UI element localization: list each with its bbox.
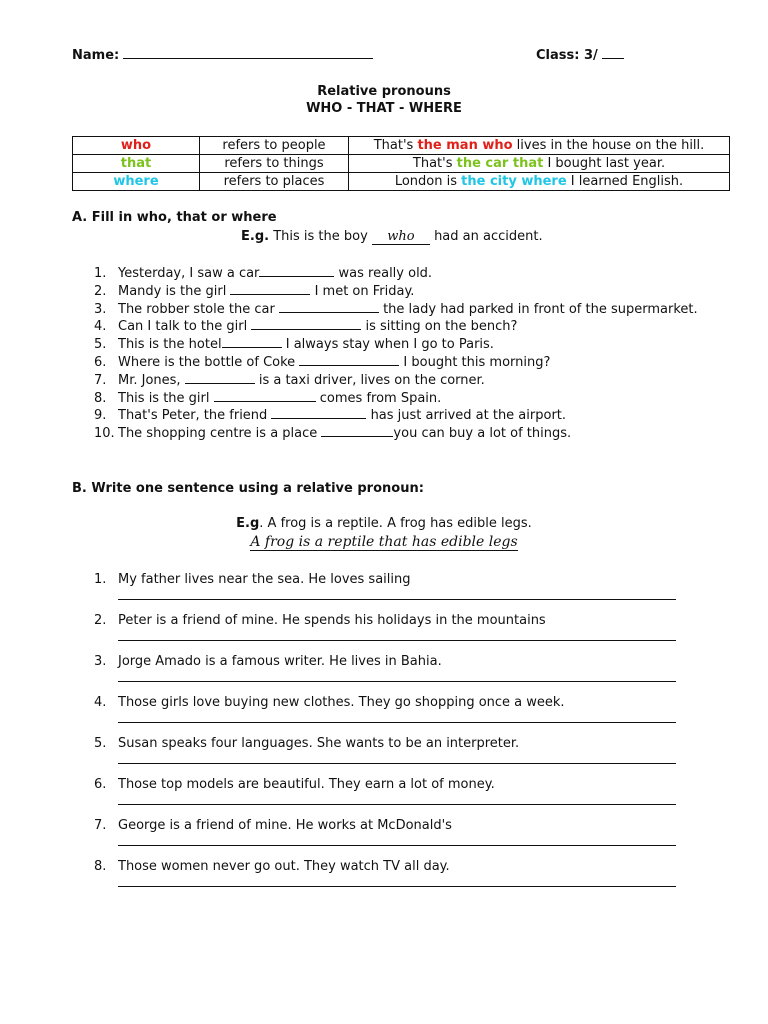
answer-blank[interactable]: [185, 372, 255, 384]
item-number: 8.: [94, 859, 107, 874]
item-text: I always stay when I go to Paris.: [281, 337, 494, 353]
answer-blank[interactable]: [222, 336, 282, 348]
item-text: was really old.: [334, 266, 433, 281]
list-item: [94, 613, 694, 654]
list-item: [94, 695, 694, 736]
section-a-list: [94, 265, 714, 443]
item-number: 5.: [94, 736, 107, 751]
answer-blank[interactable]: [279, 301, 379, 313]
example-highlight: the city where: [461, 174, 567, 189]
answer-blank[interactable]: [251, 318, 361, 330]
item-text: Peter is a friend of mine. He spends his holidays in the mountains: [118, 613, 546, 628]
example-text: That's: [412, 156, 457, 171]
list-item: [94, 654, 694, 695]
list-item: [94, 336, 714, 354]
item-number: 5.: [94, 337, 107, 353]
item-text: has just arrived at the airport.: [366, 408, 567, 424]
pronoun-example: [349, 137, 730, 155]
pronoun-example: [349, 155, 730, 173]
answer-blank[interactable]: [271, 407, 366, 419]
example-label: E.g: [236, 516, 260, 531]
example-text: I bought last year.: [543, 156, 666, 171]
item-text: I bought this morning?: [399, 354, 551, 370]
section-b-list: [94, 572, 694, 900]
answer-blank[interactable]: [259, 265, 334, 277]
list-item: [94, 372, 714, 390]
item-number: 2.: [94, 283, 107, 299]
item-number: 7.: [94, 372, 107, 388]
item-text: Yesterday, I saw a car: [118, 266, 260, 281]
item-text: This is the hotel: [118, 337, 222, 353]
item-number: 1.: [94, 572, 107, 587]
item-text: is sitting on the bench?: [361, 319, 518, 335]
pronoun-usage: refers to things: [200, 155, 349, 173]
answer-line[interactable]: [118, 681, 676, 682]
example-text: London is: [394, 174, 462, 189]
item-number: 8.: [94, 390, 107, 406]
answer-line[interactable]: [118, 845, 676, 846]
table-row: [73, 155, 730, 173]
item-number: 6.: [94, 777, 107, 792]
pronoun-example: [349, 173, 730, 191]
item-text: the lady had parked in front of the supermarket.: [378, 301, 698, 317]
answer-line[interactable]: [118, 804, 676, 805]
section-a-example: [241, 229, 543, 245]
example-highlight: the man who: [417, 138, 513, 153]
class-field[interactable]: [536, 46, 624, 63]
example-text: That's: [373, 138, 418, 153]
item-text: Those top models are beautiful. They earn a lot of money.: [118, 777, 495, 792]
item-text: The shopping centre is a place: [118, 426, 322, 442]
list-item: [94, 407, 714, 425]
answer-line[interactable]: [118, 886, 676, 887]
list-item: [94, 390, 714, 408]
item-text: Jorge Amado is a famous writer. He lives in Bahia.: [118, 654, 442, 669]
item-number: 4.: [94, 319, 107, 335]
item-text: is a taxi driver, lives on the corner.: [254, 372, 485, 388]
name-field[interactable]: [72, 46, 373, 63]
pronoun-who: who: [73, 137, 200, 155]
item-text: Mandy is the girl: [118, 283, 231, 299]
page-title: Relative pronouns: [317, 84, 451, 99]
item-number: 10.: [94, 426, 115, 442]
item-text: Where is the bottle of Coke: [118, 354, 300, 370]
table-row: [73, 173, 730, 191]
item-number: 2.: [94, 613, 107, 628]
answer-line[interactable]: [118, 640, 676, 641]
example-text: This is the boy: [269, 229, 372, 244]
pronoun-table: [72, 136, 730, 191]
example-text: . A frog is a reptile. A frog has edible legs.: [259, 516, 532, 531]
example-text: I learned English.: [566, 174, 684, 189]
section-a-heading: A. Fill in who, that or where: [72, 210, 277, 225]
example-highlight: the car that: [456, 156, 544, 171]
page-subtitle: WHO - THAT - WHERE: [306, 101, 462, 116]
item-text: This is the girl: [118, 390, 214, 406]
list-item: [94, 777, 694, 818]
item-text: I met on Friday.: [310, 283, 415, 299]
name-line[interactable]: [123, 46, 373, 59]
table-row: [73, 137, 730, 155]
item-text: comes from Spain.: [315, 390, 442, 406]
answer-line[interactable]: [118, 599, 676, 600]
list-item: [94, 736, 694, 777]
answer-blank[interactable]: [299, 354, 399, 366]
example-text: had an accident.: [429, 229, 543, 244]
list-item: [94, 283, 714, 301]
item-text: George is a friend of mine. He works at McDonald's: [118, 818, 452, 833]
example-fill: who: [372, 229, 430, 245]
item-number: 3.: [94, 654, 107, 669]
list-item: [94, 265, 714, 283]
list-item: [94, 572, 694, 613]
pronoun-that: that: [73, 155, 200, 173]
example-label: E.g.: [241, 229, 270, 244]
list-item: [94, 859, 694, 900]
item-text: you can buy a lot of things.: [393, 426, 572, 442]
class-line[interactable]: [602, 46, 624, 59]
item-text: Mr. Jones,: [118, 372, 185, 388]
class-label: Class: 3/: [536, 48, 598, 63]
answer-line[interactable]: [118, 722, 676, 723]
example-answer: A frog is a reptile that has edible legs: [250, 534, 518, 550]
item-text: My father lives near the sea. He loves sailing: [118, 572, 411, 587]
pronoun-usage: refers to places: [200, 173, 349, 191]
section-b-example-answer: [0, 534, 768, 550]
item-text: Those women never go out. They watch TV all day.: [118, 859, 450, 874]
answer-blank[interactable]: [214, 390, 316, 402]
item-text: Can I talk to the girl: [118, 319, 252, 335]
list-item: [94, 354, 714, 372]
item-number: 3.: [94, 301, 107, 317]
item-number: 7.: [94, 818, 107, 833]
section-b-heading: B. Write one sentence using a relative pronoun:: [72, 481, 424, 496]
answer-blank[interactable]: [230, 283, 310, 295]
list-item: [94, 425, 714, 443]
item-number: 1.: [94, 266, 107, 281]
list-item: [94, 301, 714, 319]
answer-line[interactable]: [118, 763, 676, 764]
item-text: Susan speaks four languages. She wants to be an interpreter.: [118, 736, 520, 751]
name-label: Name:: [72, 48, 120, 63]
item-text: That's Peter, the friend: [118, 408, 272, 424]
item-text: The robber stole the car: [118, 301, 279, 317]
item-number: 9.: [94, 408, 107, 424]
item-number: 4.: [94, 695, 107, 710]
example-text: lives in the house on the hill.: [512, 138, 705, 153]
item-text: Those girls love buying new clothes. They go shopping once a week.: [118, 695, 565, 710]
item-number: 6.: [94, 354, 107, 370]
pronoun-where: where: [73, 173, 200, 191]
answer-blank[interactable]: [321, 425, 393, 437]
list-item: [94, 318, 714, 336]
pronoun-usage: refers to people: [200, 137, 349, 155]
section-b-example: [0, 516, 768, 531]
list-item: [94, 818, 694, 859]
